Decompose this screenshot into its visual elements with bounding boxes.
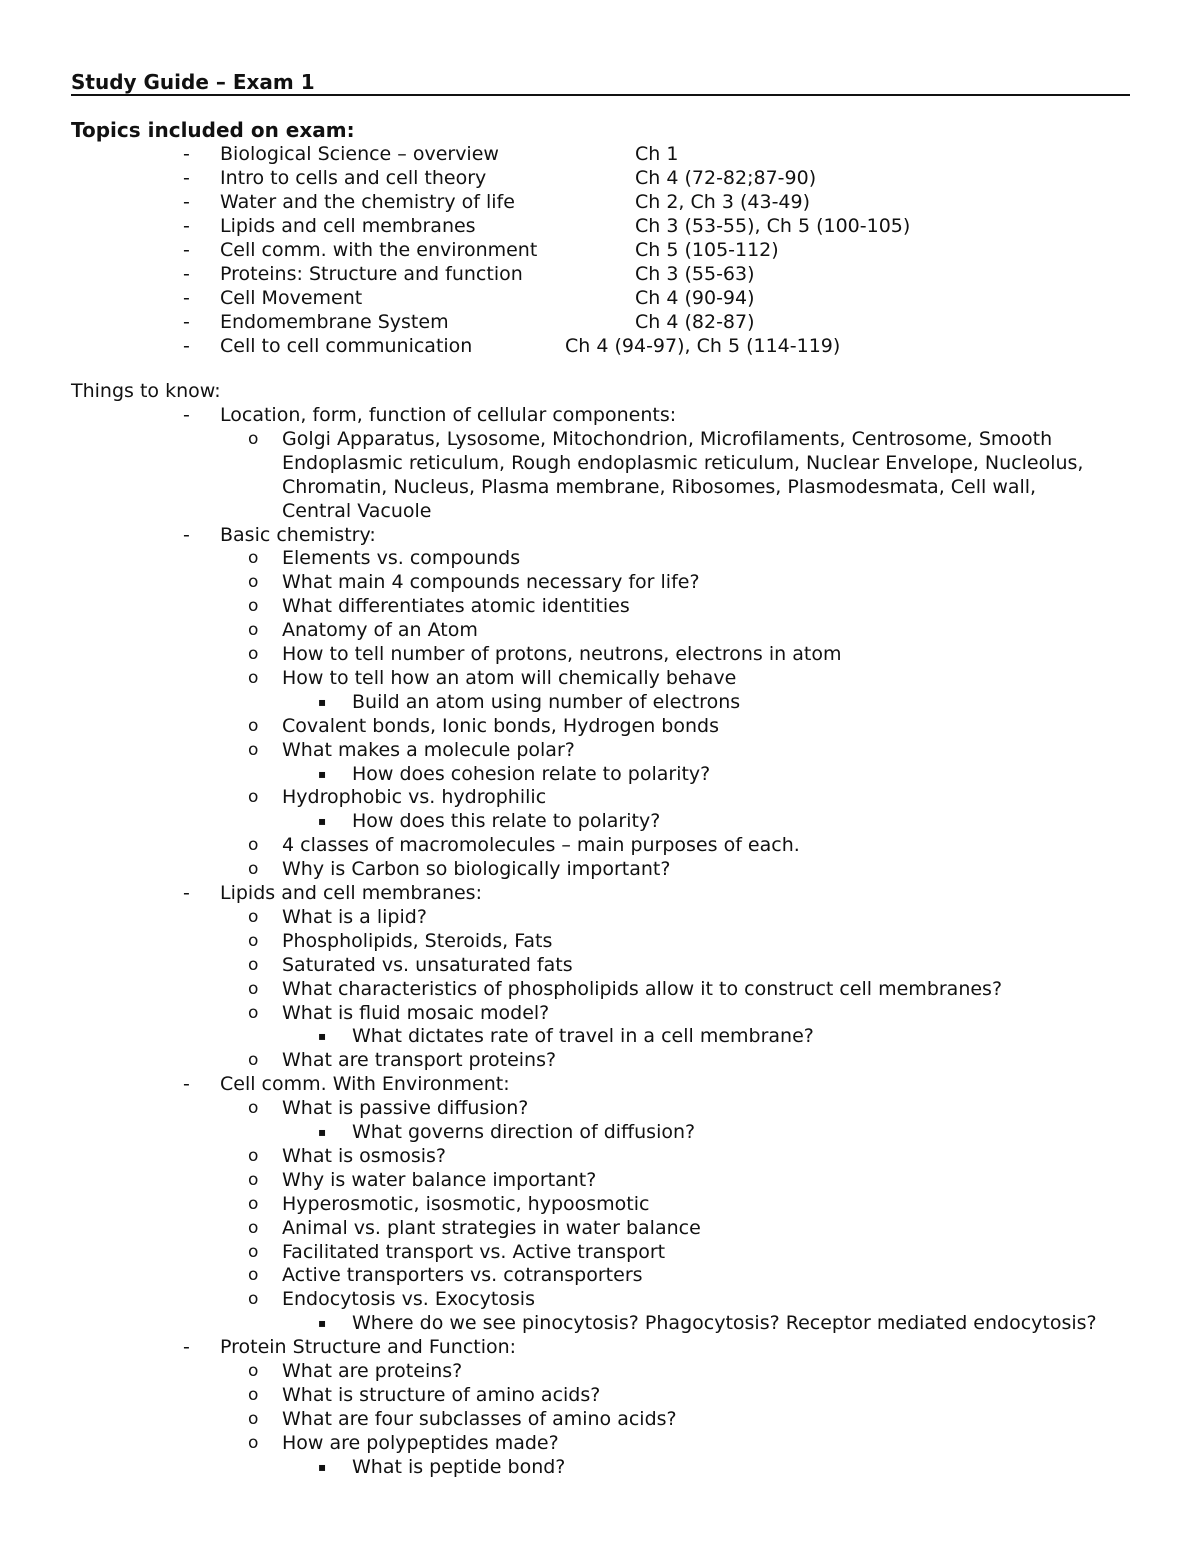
o-bullet: o xyxy=(248,1289,259,1310)
list-item-text: Lipids and cell membranes: xyxy=(220,882,482,904)
list-item-text: Endoplasmic reticulum, Rough endoplasmic reticulum, Nuclear Envelope, Nucleolus, xyxy=(282,451,1084,474)
list-item xyxy=(0,977,1200,1001)
topic-name: Endomembrane System xyxy=(220,311,449,333)
o-bullet: o xyxy=(248,1098,259,1119)
o-bullet: o xyxy=(248,978,259,999)
list-item xyxy=(0,1120,1200,1144)
o-bullet: o xyxy=(248,1408,259,1429)
o-bullet: o xyxy=(248,1217,259,1238)
list-item-text: Hyperosmotic, isosmotic, hypoosmotic xyxy=(282,1192,650,1215)
list-item xyxy=(0,1192,1200,1216)
topic-name: Water and the chemistry of life xyxy=(220,191,515,213)
list-item-text: What governs direction of diffusion? xyxy=(352,1121,696,1143)
list-item xyxy=(0,1311,1200,1335)
o-bullet: o xyxy=(248,954,259,975)
list-item-text: Covalent bonds, Ionic bonds, Hydrogen bonds xyxy=(282,714,719,737)
list-item-text: How are polypeptides made? xyxy=(282,1431,559,1454)
dash-bullet: - xyxy=(183,311,190,333)
o-bullet: o xyxy=(248,715,259,736)
dash-bullet: - xyxy=(183,263,190,285)
list-item xyxy=(0,1263,1200,1287)
list-item-text: What is a lipid? xyxy=(282,905,427,928)
topic-name: Cell to cell communication xyxy=(220,335,473,357)
list-item xyxy=(0,905,1200,929)
list-item-text: Animal vs. plant strategies in water balance xyxy=(282,1216,701,1239)
topic-name: Cell comm. with the environment xyxy=(220,239,538,261)
list-item xyxy=(0,1455,1200,1479)
list-item-text: Anatomy of an Atom xyxy=(282,619,478,642)
things-heading: Things to know: xyxy=(71,380,221,402)
square-bullet: ▪ xyxy=(318,766,327,781)
dash-bullet: - xyxy=(183,191,190,213)
o-bullet: o xyxy=(248,930,259,951)
list-item-text: What dictates rate of travel in a cell membrane? xyxy=(352,1025,814,1048)
topic-name: Lipids and cell membranes xyxy=(220,215,476,237)
topic-chapter: Ch 4 (90-94) xyxy=(635,287,755,309)
list-item xyxy=(0,833,1200,857)
topics-heading: Topics included on exam: xyxy=(71,118,355,142)
list-item-text: What are transport proteins? xyxy=(282,1049,557,1072)
list-item xyxy=(0,1335,1200,1359)
list-item-text: What main 4 compounds necessary for life? xyxy=(282,571,700,594)
list-item-text: What differentiates atomic identities xyxy=(282,595,630,618)
topic-row xyxy=(0,238,1200,262)
topic-name: Biological Science – overview xyxy=(220,143,499,165)
topic-chapter: Ch 4 (94-97), Ch 5 (114-119) xyxy=(565,335,841,357)
list-item xyxy=(0,857,1200,881)
list-item-text: 4 classes of macromolecules – main purposes of each. xyxy=(282,834,800,857)
list-item xyxy=(0,714,1200,738)
list-item xyxy=(0,570,1200,594)
topic-row xyxy=(0,142,1200,166)
title-rule xyxy=(71,94,1130,96)
dash-bullet: - xyxy=(183,287,190,309)
list-item xyxy=(0,475,1200,499)
o-bullet: o xyxy=(248,644,259,664)
topic-chapter: Ch 3 (53-55), Ch 5 (100-105) xyxy=(635,215,911,237)
dash-bullet: - xyxy=(183,215,190,237)
topic-name: Intro to cells and cell theory xyxy=(220,167,487,189)
list-item-text: Why is water balance important? xyxy=(282,1168,597,1191)
dash-bullet: - xyxy=(183,167,190,189)
topic-name: Proteins: Structure and function xyxy=(220,263,523,285)
list-item-text: Where do we see pinocytosis? Phagocytosis? Receptor mediated endocytosis? xyxy=(352,1312,1097,1335)
list-item-text: Location, form, function of cellular components: xyxy=(220,404,677,426)
list-item-text: Hydrophobic vs. hydrophilic xyxy=(282,786,547,809)
list-item xyxy=(0,523,1200,547)
list-item-text: Active transporters vs. cotransporters xyxy=(282,1264,643,1287)
list-item xyxy=(0,929,1200,953)
list-item xyxy=(0,499,1200,523)
list-item xyxy=(0,451,1200,475)
topic-row xyxy=(0,334,1200,358)
list-item-text: What are four subclasses of amino acids? xyxy=(282,1407,677,1430)
list-item xyxy=(0,642,1200,666)
list-item xyxy=(0,618,1200,642)
o-bullet: o xyxy=(248,1002,259,1023)
o-bullet: o xyxy=(248,1145,259,1166)
list-item-text: Endocytosis vs. Exocytosis xyxy=(282,1288,535,1311)
list-item xyxy=(0,785,1200,809)
dash-bullet: - xyxy=(183,239,190,261)
topic-chapter: Ch 3 (55-63) xyxy=(635,263,755,285)
dash-bullet: - xyxy=(183,404,190,426)
o-bullet: o xyxy=(248,1432,259,1453)
square-bullet: ▪ xyxy=(318,1029,327,1044)
o-bullet: o xyxy=(248,1384,259,1405)
list-item-text: Why is Carbon so biologically important? xyxy=(282,858,671,881)
list-item-text: What is structure of amino acids? xyxy=(282,1383,601,1406)
topic-chapter: Ch 4 (82-87) xyxy=(635,311,755,333)
square-bullet: ▪ xyxy=(318,1459,327,1474)
o-bullet: o xyxy=(248,572,259,593)
list-item xyxy=(0,953,1200,977)
list-item-text: What is fluid mosaic model? xyxy=(282,1001,550,1024)
list-item-text: What is passive diffusion? xyxy=(282,1097,529,1120)
topic-name: Cell Movement xyxy=(220,287,363,309)
topic-row xyxy=(0,214,1200,238)
list-item xyxy=(0,1168,1200,1192)
list-item-text: Saturated vs. unsaturated fats xyxy=(282,953,573,976)
list-item xyxy=(0,1216,1200,1240)
list-item xyxy=(0,546,1200,570)
list-item-text: Basic chemistry: xyxy=(220,523,376,546)
list-item-text: Cell comm. With Environment: xyxy=(220,1073,510,1096)
list-item xyxy=(0,762,1200,786)
topic-chapter: Ch 4 (72-82;87-90) xyxy=(635,167,817,189)
list-item-text: Elements vs. compounds xyxy=(282,547,521,570)
list-item-text: Golgi Apparatus, Lysosome, Mitochondrion, Microfilaments, Centrosome, Smooth xyxy=(282,427,1053,450)
list-item xyxy=(0,1383,1200,1407)
o-bullet: o xyxy=(248,596,259,617)
list-item xyxy=(0,594,1200,618)
list-item xyxy=(0,1144,1200,1168)
list-item-text: Chromatin, Nucleus, Plasma membrane, Ribosomes, Plasmodesmata, Cell wall, xyxy=(282,475,1037,498)
list-item-text: Facilitated transport vs. Active transport xyxy=(282,1240,666,1263)
o-bullet: o xyxy=(248,859,259,880)
list-item-text: What is osmosis? xyxy=(282,1144,446,1167)
dash-bullet: - xyxy=(183,523,190,546)
o-bullet: o xyxy=(248,835,259,856)
topic-row xyxy=(0,310,1200,334)
square-bullet: ▪ xyxy=(318,814,327,829)
list-item-text: Phospholipids, Steroids, Fats xyxy=(282,929,553,952)
list-item xyxy=(0,403,1200,427)
square-bullet: ▪ xyxy=(318,1316,327,1331)
topic-chapter: Ch 2, Ch 3 (43-49) xyxy=(635,191,811,213)
list-item xyxy=(0,1431,1200,1455)
o-bullet: o xyxy=(248,787,259,808)
o-bullet: o xyxy=(248,548,259,569)
square-bullet: ▪ xyxy=(318,1125,327,1139)
o-bullet: o xyxy=(248,1361,259,1381)
dash-bullet: - xyxy=(183,143,190,165)
list-item-text: What makes a molecule polar? xyxy=(282,738,575,761)
o-bullet: o xyxy=(248,1241,259,1262)
list-item xyxy=(0,1096,1200,1120)
list-item xyxy=(0,1287,1200,1311)
o-bullet: o xyxy=(248,739,259,760)
list-item xyxy=(0,1048,1200,1072)
list-item xyxy=(0,1359,1200,1383)
list-item-text: How does cohesion relate to polarity? xyxy=(352,762,711,785)
topic-chapter: Ch 1 xyxy=(635,143,679,165)
dash-bullet: - xyxy=(183,1336,190,1359)
list-item xyxy=(0,1072,1200,1096)
dash-bullet: - xyxy=(183,1073,190,1096)
list-item xyxy=(0,738,1200,762)
o-bullet: o xyxy=(248,620,259,641)
list-item xyxy=(0,1024,1200,1048)
list-item-text: How to tell number of protons, neutrons, electrons in atom xyxy=(282,643,842,665)
list-item-text: Central Vacuole xyxy=(282,499,432,522)
list-item xyxy=(0,881,1200,905)
list-item-text: Protein Structure and Function: xyxy=(220,1336,517,1359)
list-item-text: How does this relate to polarity? xyxy=(352,810,661,833)
o-bullet: o xyxy=(248,1050,259,1071)
list-item-text: Build an atom using number of electrons xyxy=(352,690,741,713)
list-item xyxy=(0,666,1200,690)
list-item xyxy=(0,809,1200,833)
square-bullet: ▪ xyxy=(318,694,327,709)
page-title: Study Guide – Exam 1 xyxy=(71,70,315,94)
list-item-text: What are proteins? xyxy=(282,1360,463,1382)
list-item xyxy=(0,1240,1200,1264)
o-bullet: o xyxy=(248,1265,259,1286)
topic-row xyxy=(0,190,1200,214)
dash-bullet: - xyxy=(183,335,190,357)
list-item-text: What characteristics of phospholipids allow it to construct cell membranes? xyxy=(282,977,1003,1000)
topic-chapter: Ch 5 (105-112) xyxy=(635,239,779,261)
o-bullet: o xyxy=(248,1169,259,1190)
o-bullet: o xyxy=(248,1193,259,1214)
topic-row xyxy=(0,166,1200,190)
topic-row xyxy=(0,262,1200,286)
dash-bullet: - xyxy=(183,882,190,904)
list-item xyxy=(0,1001,1200,1025)
list-item-text: What is peptide bond? xyxy=(352,1455,566,1478)
o-bullet: o xyxy=(248,428,259,449)
topic-row xyxy=(0,286,1200,310)
list-item xyxy=(0,690,1200,714)
list-item xyxy=(0,1407,1200,1431)
list-item-text: How to tell how an atom will chemically behave xyxy=(282,666,737,689)
o-bullet: o xyxy=(248,906,259,927)
list-item xyxy=(0,427,1200,451)
o-bullet: o xyxy=(248,667,259,688)
